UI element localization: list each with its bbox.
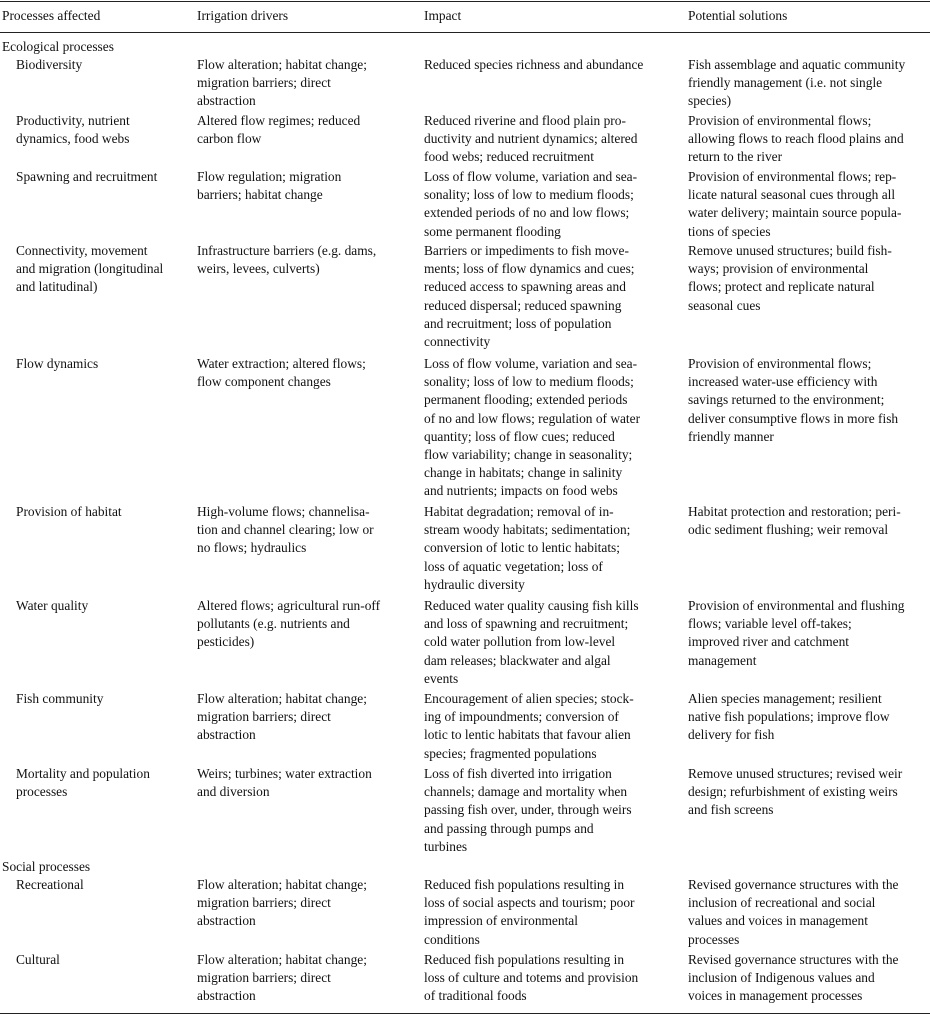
cell-drivers: Infrastructure barriers (e.g. dams, weirs, levees, culverts) [197,243,377,277]
cell-impact: Habitat degradation; removal of in- stream woody habitats; sedimentation; conversion of lotic to lentic habitats; loss of aquatic vegetation; loss of hydraulic diversity [424,504,631,592]
cell-solutions: Revised governance structures with the inclusion of Indigenous values and voices in management processes [688,952,899,1004]
cell-process: Productivity, nutrient dynamics, food webs [16,113,130,147]
cell-impact: Barriers or impediments to fish move- ments; loss of flow dynamics and cues; reduced access to spawning areas and reduced dispersal; reduced spawning and recruitment; loss of population connectivity [424,243,635,350]
table-bottom-rule [0,1013,930,1014]
cell-drivers: Flow alteration; habitat change; migration barriers; direct abstraction [197,57,367,109]
cell-process: Water quality [16,598,89,613]
cell-process: Biodiversity [16,57,83,72]
cell-solutions: Provision of environmental flows; rep- licate natural seasonal cues through all water delivery; maintain source popula- tions of species [688,169,902,239]
cell-drivers: Water extraction; altered flows; flow component changes [197,356,366,390]
cell-drivers: Flow alteration; habitat change; migration barriers; direct abstraction [197,877,367,929]
cell-impact: Loss of flow volume, variation and sea- sonality; loss of low to medium floods; extended periods of no and low flows; some permanent flooding [424,169,638,239]
cell-drivers: High-volume flows; channelisa- tion and channel clearing; low or no flows; hydraulics [197,504,374,556]
cell-solutions: Remove unused structures; revised weir design; refurbishment of existing weirs and fish screens [688,766,903,818]
cell-process: Cultural [16,952,60,967]
cell-solutions: Fish assemblage and aquatic community friendly management (i.e. not single species) [688,57,906,109]
cell-impact: Reduced fish populations resulting in loss of culture and totems and provision of traditional foods [424,952,639,1004]
cell-drivers: Flow regulation; migration barriers; habitat change [197,169,342,203]
cell-process: Fish community [16,691,104,706]
cell-process: Spawning and recruitment [16,169,158,184]
cell-solutions: Alien species management; resilient native fish populations; improve flow delivery for fish [688,691,890,743]
cell-solutions: Remove unused structures; build fish- ways; provision of environmental flows; protect and replicate natural seasonal cues [688,243,892,313]
cell-drivers: Flow alteration; habitat change; migration barriers; direct abstraction [197,952,367,1004]
cell-solutions: Provision of environmental and flushing flows; variable level off-takes; improved river and catchment management [688,598,905,668]
cell-process: Flow dynamics [16,356,99,371]
cell-solutions: Provision of environmental flows; allowing flows to reach flood plains and return to the river [688,113,904,165]
header-bottom-rule [0,32,930,33]
cell-solutions: Revised governance structures with the inclusion of recreational and social values and voices in management processes [688,877,899,947]
cell-impact: Encouragement of alien species; stock- ing of impoundments; conversion of lotic to lentic habitats that favour alien species; fragmented populations [424,691,634,761]
cell-impact: Loss of fish diverted into irrigation channels; damage and mortality when passing fish over, under, through weirs and passing through pumps and turbines [424,766,632,854]
cell-impact: Reduced riverine and flood plain pro- ductivity and nutrient dynamics; altered food webs; reduced recruitment [424,113,638,165]
cell-drivers: Altered flows; agricultural run-off pollutants (e.g. nutrients and pesticides) [197,598,381,650]
cell-process: Recreational [16,877,84,892]
cell-solutions: Provision of environmental flows; increased water-use efficiency with savings returned to the environment; deliver consumptive flows in more fish friendly manner [688,356,899,444]
cell-process: Provision of habitat [16,504,122,519]
cell-impact: Reduced water quality causing fish kills and loss of spawning and recruitment; cold water pollution from low-level dam releases; blackwater and algal events [424,598,639,686]
header-impact: Impact [424,8,462,23]
cell-impact: Reduced fish populations resulting in loss of social aspects and tourism; poor impression of environmental conditions [424,877,635,947]
header-drivers: Irrigation drivers [197,8,289,23]
cell-process: Connectivity, movement and migration (longitudinal and latitudinal) [16,243,164,295]
cell-solutions: Habitat protection and restoration; peri- odic sediment flushing; weir removal [688,504,901,538]
cell-impact: Loss of flow volume, variation and sea- sonality; loss of low to medium floods; permanent flooding; extended periods of no and low flows; regulation of water quantity; loss of flow cues; reduced flow variability; change in seasonality; change in habitats; change in salinity and nutrients; impacts on food webs [424,356,641,499]
cell-impact: Reduced species richness and abundance [424,57,644,72]
table-top-rule [0,1,930,2]
cell-drivers: Weirs; turbines; water extraction and diversion [197,766,372,800]
section-title-social: Social processes [2,859,91,874]
header-processes: Processes affected [2,8,101,23]
cell-process: Mortality and population processes [16,766,150,800]
section-title-ecological: Ecological processes [2,39,114,54]
cell-drivers: Altered flow regimes; reduced carbon flow [197,113,361,147]
cell-drivers: Flow alteration; habitat change; migration barriers; direct abstraction [197,691,367,743]
header-solutions: Potential solutions [688,8,788,23]
